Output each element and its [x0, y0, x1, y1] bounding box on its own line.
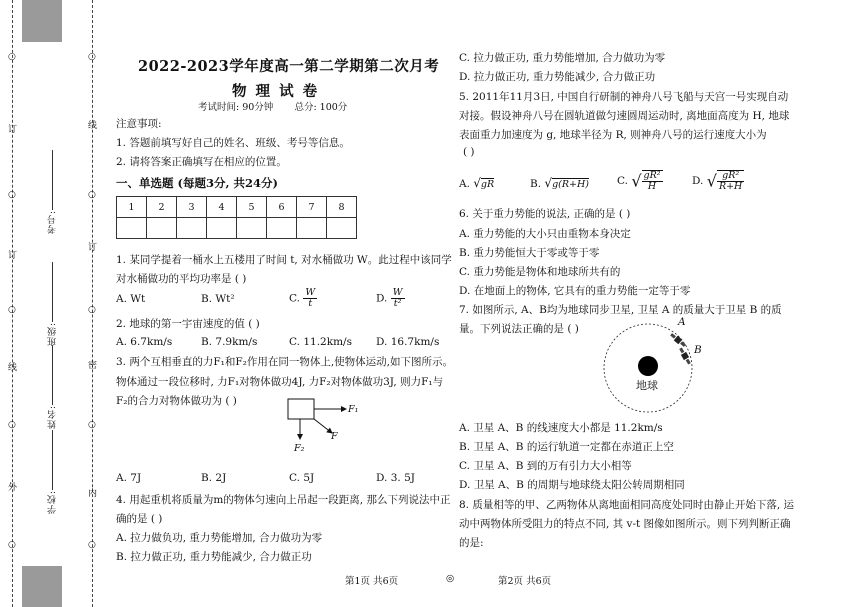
answer-cell[interactable]: [237, 218, 267, 239]
binding-line-outer: [12, 0, 13, 607]
answer-number: 7: [297, 197, 327, 218]
outer-mark: 外: [8, 483, 18, 493]
q6-option-d[interactable]: D. 在地面上的物体, 它具有的重力势能一定等于零: [459, 285, 691, 297]
q7-stem-2: 量。下列说法正确的是 ( ): [459, 323, 579, 335]
answer-number: 8: [327, 197, 357, 218]
q1-stem-1: 1. 某同学提着一桶水上五楼用了时间 t, 对水桶做功 W。此过程中该同学: [116, 254, 452, 266]
binding-gray-bottom: [22, 566, 62, 607]
q2-option-c[interactable]: C. 11.2km/s: [289, 336, 352, 348]
q5-option-b[interactable]: B. √g(R+H): [530, 176, 589, 190]
inner-circle-5: ○: [88, 540, 96, 550]
page-number-right: 第2页 共6页: [498, 576, 552, 587]
answer-cell[interactable]: [267, 218, 297, 239]
q4-stem-1: 4. 用起重机将质量为m的物体匀速向上吊起一段距离, 那么下列说法中正: [116, 494, 451, 506]
q6-option-b[interactable]: B. 重力势能恒大于零或等于零: [459, 247, 600, 259]
exam-title: 2022-2023学年度高一第二学期第二次月考: [138, 58, 440, 75]
exam-info: 考试时间: 90分钟 总分: 100分: [198, 102, 348, 113]
q4-option-c[interactable]: C. 拉力做正功, 重力势能增加, 合力做功为零: [459, 52, 666, 64]
q6-stem: 6. 关于重力势能的说法, 正确的是 ( ): [459, 208, 631, 220]
answer-number: 3: [177, 197, 207, 218]
seal-mark-inner: 线: [88, 121, 98, 131]
q3-label-f: F: [331, 431, 338, 442]
field-number[interactable]: 考号:: [46, 150, 59, 234]
q3-option-c[interactable]: C. 5J: [289, 472, 315, 484]
q5-option-a[interactable]: A. √gR: [459, 176, 495, 190]
binding-gray-top: [22, 0, 62, 42]
q1-stem-2: 对水桶做功的平均功率是 ( ): [116, 273, 247, 285]
answer-cell[interactable]: [207, 218, 237, 239]
q3-option-d[interactable]: D. 3. 5J: [376, 472, 415, 484]
q1-option-b[interactable]: B. Wt²: [201, 293, 235, 305]
inner-circle-4: ○: [88, 420, 96, 430]
q7-option-c[interactable]: C. 卫星 A、B 到的万有引力大小相等: [459, 460, 632, 472]
q2-option-d[interactable]: D. 16.7km/s: [376, 336, 440, 348]
q7-label-b: B: [694, 344, 702, 356]
q7-stem-1: 7. 如图所示, A、B均为地球同步卫星, 卫星 A 的质量大于卫星 B 的质: [459, 304, 782, 316]
inner-circle-2: ○: [88, 190, 96, 200]
page-number-left: 第1页 共6页: [345, 576, 399, 587]
q7-option-b[interactable]: B. 卫星 A、B 的运行轨道一定都在赤道正上空: [459, 441, 674, 453]
outer-circle-5: ○: [8, 540, 16, 550]
notes-heading: 注意事项:: [116, 118, 162, 130]
exam-subtitle: 物 理 试 卷: [232, 83, 320, 100]
q7-option-d[interactable]: D. 卫星 A、B 的周期与地球绕太阳公转周期相同: [459, 479, 685, 491]
q3-stem-2: 物体通过一段位移时, 力F₁对物体做功4J, 力F₂对物体做功3J, 则力F₁与: [116, 376, 444, 388]
q3-label-f2: F₂: [294, 443, 305, 454]
q3-stem-1: 3. 两个互相垂直的力F₁和F₂作用在同一物体上,使物体运动,如下图所示。: [116, 356, 454, 368]
answer-number: 6: [267, 197, 297, 218]
line-mark-outer: 线: [8, 363, 18, 373]
answer-grid: [116, 196, 357, 239]
q1-option-d[interactable]: D. $\frac{W}{\text{t²}}$: [376, 287, 403, 309]
answer-cell[interactable]: [327, 218, 357, 239]
field-school[interactable]: 学校:: [46, 430, 59, 514]
q5-stem-1: 5. 2011年11月3日, 中国自行研制的神舟八号飞船与天宫一号实现自动: [459, 91, 789, 103]
q7-orbit-diagram: [600, 318, 700, 418]
q3-stem-3: F₂的合力对物体做功为 ( ): [116, 395, 237, 407]
section1-heading: 一、单选题 (每题3分, 共24分): [116, 176, 278, 190]
outer-circle-1: ○: [8, 52, 16, 62]
field-class[interactable]: 班级:: [46, 262, 59, 346]
q4-option-a[interactable]: A. 拉力做负功, 重力势能增加, 合力做功为零: [116, 532, 323, 544]
q5-option-c[interactable]: C. √ $\frac{\text{gR²}}{H}$: [617, 170, 661, 192]
answer-cell[interactable]: [177, 218, 207, 239]
binding-line-inner: [92, 0, 93, 607]
q1-option-c[interactable]: C. $\frac{W}{t}$: [289, 287, 316, 309]
inner-mark: 内: [88, 489, 98, 499]
q1-option-a[interactable]: A. Wt: [116, 293, 146, 305]
line-mark-inner: 密: [88, 361, 98, 371]
q5-stem-4: ( ): [463, 146, 475, 158]
q8-stem-1: 8. 质量相等的甲、乙两物体从离地面相同高度处同时由静止开始下落, 运: [459, 499, 795, 511]
q4-option-b[interactable]: B. 拉力做正功, 重力势能减少, 合力做正功: [116, 551, 312, 563]
answer-number: 4: [207, 197, 237, 218]
answer-number: 2: [147, 197, 177, 218]
answer-cell[interactable]: [147, 218, 177, 239]
q3-label-f1: F₁: [348, 404, 359, 415]
bind-mark-inner: 订: [88, 243, 98, 253]
note-2: 2. 请将答案正确填写在相应的位置。: [116, 156, 287, 168]
answer-number: 1: [117, 197, 147, 218]
q8-stem-3: 的是:: [459, 537, 484, 549]
q5-option-d[interactable]: D. √ $\frac{\text{gR²}}{R+H}$: [692, 170, 743, 192]
outer-circle-4: ○: [8, 420, 16, 430]
q8-stem-2: 动中两物体所受阻力的特点不同, 其 v-t 图像如图所示。则下列判断正确: [459, 518, 791, 530]
q2-option-b[interactable]: B. 7.9km/s: [201, 336, 258, 348]
q5-stem-3: 表面重力加速度为 g, 地球半径为 R, 则神舟八号的运行速度大小为: [459, 129, 767, 141]
q3-option-b[interactable]: B. 2J: [201, 472, 227, 484]
q4-option-d[interactable]: D. 拉力做正功, 重力势能减少, 合力做正功: [459, 71, 656, 83]
q5-stem-2: 对接。假设神舟八号在圆轨道做匀速圆周运动时, 离地面高度为 H, 地球: [459, 110, 790, 122]
q6-option-a[interactable]: A. 重力势能的大小只由重物本身决定: [459, 228, 631, 240]
inner-circle-1: ○: [88, 52, 96, 62]
q7-option-a[interactable]: A. 卫星 A、B 的线速度大小都是 11.2km/s: [459, 422, 663, 434]
field-name[interactable]: 姓名:: [46, 345, 59, 429]
answer-number: 5: [237, 197, 267, 218]
q4-stem-2: 确的是 ( ): [116, 513, 163, 525]
answer-cell[interactable]: [297, 218, 327, 239]
outer-circle-3: ○: [8, 305, 16, 315]
q7-label-earth: 地球: [636, 379, 658, 392]
note-1: 1. 答题前填写好自己的姓名、班级、考号等信息。: [116, 137, 350, 149]
q3-option-a[interactable]: A. 7J: [116, 472, 142, 484]
q2-stem: 2. 地球的第一宇宙速度的值 ( ): [116, 318, 260, 330]
inner-circle-3: ○: [88, 305, 96, 315]
seal-mark-outer: 订: [8, 125, 18, 135]
q7-label-a: A: [678, 316, 686, 328]
center-mark: ◎: [446, 573, 455, 584]
q2-option-a[interactable]: A. 6.7km/s: [116, 336, 173, 348]
q6-option-c[interactable]: C. 重力势能是物体和地球所共有的: [459, 266, 621, 278]
outer-circle-2: ○: [8, 190, 16, 200]
answer-cell[interactable]: [117, 218, 147, 239]
bind-mark-outer: 订: [8, 251, 18, 261]
